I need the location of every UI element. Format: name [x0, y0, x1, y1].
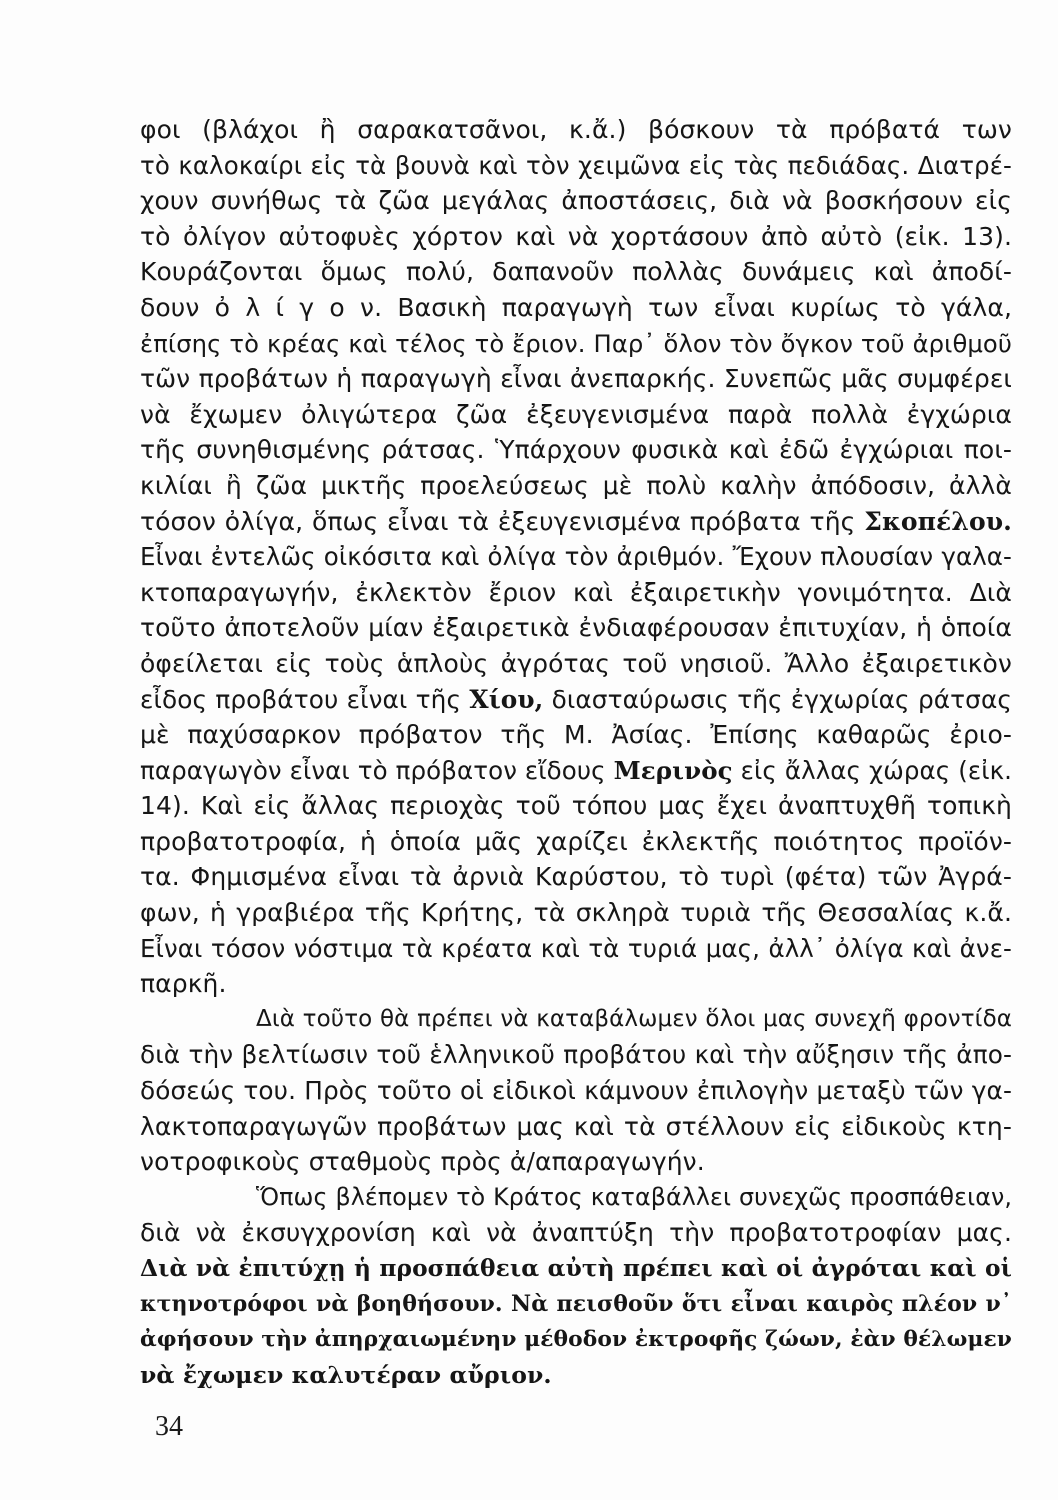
text-segment: τόσον ὀλίγα, ὅπως εἶναι τὰ ἐξευγενισμένα πρόβατα τῆς: [140, 506, 856, 536]
text-line: λακτοπαραγωγῶν προβάτων μας καὶ τὰ στέλλουν εἰς εἰδικοὺς κτη-: [140, 1111, 1012, 1141]
paragraph-state-effort: [140, 1180, 1012, 1394]
text-line: τῆς συνηθισμένης ράτσας. Ὑπάρχουν φυσικὰ καὶ ἐδῶ ἐγχώριαι ποι-: [140, 435, 1012, 465]
bold-text-line: νὰ ἔχωμεν καλυτέραν αὔριον.: [140, 1360, 552, 1389]
text-line: τα. Φημισμένα εἶναι τὰ ἀρνιὰ Καρύστου, τὸ τυρὶ (φέτα) τῶν Ἀγρά-: [140, 862, 1012, 892]
text-segment: παραγωγὸν εἶναι τὸ πρόβατον εἴδους: [140, 755, 606, 785]
text-line: Διὰ τοῦτο θὰ πρέπει νὰ καταβάλωμεν ὅλοι μας συνεχῆ φροντίδα: [256, 1005, 1012, 1032]
text-line: δόσεώς του. Πρὸς τοῦτο οἱ εἰδικοὶ κάμνουν ἐπιλογὴν μεταξὺ τῶν γα-: [140, 1076, 1012, 1106]
body-text: [140, 112, 1012, 1393]
text-segment: διασταύρωσις τῆς ἐγχωρίας ράτσας: [551, 684, 1013, 714]
text-line: φοι (βλάχοι ἢ σαρακατσᾶνοι, κ.ἄ.) βόσκουν τὰ πρόβατά των: [140, 115, 1012, 144]
text-line: τοῦτο ἀποτελοῦν μίαν ἐξαιρετικὰ ἐνδιαφέρουσαν ἐπιτυχίαν, ἡ ὁποία: [140, 613, 1012, 643]
text-line: Ὅπως βλέπομεν τὸ Κράτος καταβάλλει συνεχῶς προσπάθειαν,: [256, 1182, 1012, 1211]
paragraph-improvement: [140, 1002, 1012, 1180]
paragraph-sheep-farming: [140, 112, 1012, 1002]
text-line: τὸ ὀλίγον αὐτοφυὲς χόρτον καὶ νὰ χορτάσουν ἀπὸ αὐτὸ (εἰκ. 13).: [140, 221, 1012, 251]
text-line: παρκῆ.: [140, 969, 227, 999]
text-line: δουν ὀ λ ί γ ο ν. Βασικὴ παραγωγὴ των εἶναι κυρίως τὸ γάλα,: [140, 292, 1012, 322]
page-number: 34: [155, 1411, 183, 1442]
text-line: νὰ ἔχωμεν ὀλιγώτερα ζῶα ἐξευγενισμένα παρὰ πολλὰ ἐγχώρια: [140, 399, 1012, 429]
text-line: Εἶναι τόσον νόστιμα τὰ κρέατα καὶ τὰ τυριά μας, ἀλλ᾽ ὀλίγα καὶ ἀνε-: [140, 933, 1012, 963]
text-line: κιλίαι ἢ ζῶα μικτῆς προελεύσεως μὲ πολὺ καλὴν ἀπόδοσιν, ἀλλὰ: [140, 470, 1012, 500]
text-line: Κουράζονται ὅμως πολύ, δαπανοῦν πολλὰς δυνάμεις καὶ ἀποδί-: [140, 257, 1012, 287]
text-line: Εἶναι ἐντελῶς οἰκόσιτα καὶ ὀλίγα τὸν ἀριθμόν. Ἔχουν πλουσίαν γαλα-: [140, 542, 1012, 572]
text-line: χουν συνήθως τὰ ζῶα μεγάλας ἀποστάσεις, διὰ νὰ βοσκήσουν εἰς: [140, 186, 1012, 216]
emphasis-skopelos: Σκοπέλου.: [864, 506, 1012, 536]
text-line: τῶν προβάτων ἡ παραγωγὴ εἶναι ἀνεπαρκής. Συνεπῶς μᾶς συμφέρει: [140, 364, 1012, 394]
text-line: προβατοτροφία, ἡ ὁποία μᾶς χαρίζει ἐκλεκτῆς ποιότητος προϊόν-: [140, 826, 1012, 856]
bold-text-line: Διὰ νὰ ἐπιτύχῃ ἡ προσπάθεια αὐτὴ πρέπει καὶ οἱ ἀγρόται καὶ οἱ: [140, 1255, 1012, 1282]
text-line: φων, ἡ γραβιέρα τῆς Κρήτης, τὰ σκληρὰ τυριὰ τῆς Θεσσαλίας κ.ἄ.: [140, 898, 1012, 928]
text-line: ὀφείλεται εἰς τοὺς ἁπλοὺς ἀγρότας τοῦ νησιοῦ. Ἄλλο ἐξαιρετικὸν: [140, 648, 1012, 678]
text-line: τὸ καλοκαίρι εἰς τὰ βουνὰ καὶ τὸν χειμῶνα εἰς τὰς πεδιάδας. Διατρέ-: [140, 150, 1012, 180]
text-line: [140, 504, 1012, 540]
text-line: μὲ παχύσαρκον πρόβατον τῆς Μ. Ἀσίας. Ἐπίσης καθαρῶς ἐριο-: [140, 720, 1012, 750]
text-line: [140, 753, 1012, 789]
text-line: διὰ τὴν βελτίωσιν τοῦ ἑλληνικοῦ προβάτου καὶ τὴν αὔξησιν τῆς ἀπο-: [140, 1040, 1012, 1070]
emphasis-merinos: Μερινὸς: [613, 755, 733, 785]
bold-text-line: κτηνοτρόφοι νὰ βοηθήσουν. Νὰ πεισθοῦν ὅτι εἶναι καιρὸς πλέον ν᾽: [140, 1290, 1012, 1317]
text-line: 14). Καὶ εἰς ἄλλας περιοχὰς τοῦ τόπου μας ἔχει ἀναπτυχθῆ τοπικὴ: [140, 791, 1012, 821]
text-line: κτοπαραγωγήν, ἐκλεκτὸν ἔριον καὶ ἐξαιρετικὴν γονιμότητα. Διὰ: [140, 577, 1012, 607]
text-segment: εἶδος προβάτου εἶναι τῆς: [140, 684, 462, 714]
text-line: ἐπίσης τὸ κρέας καὶ τέλος τὸ ἔριον. Παρ᾽ ὅλον τὸν ὄγκον τοῦ ἀριθμοῦ: [140, 328, 1012, 358]
text-line: [140, 682, 1012, 718]
emphasis-chios: Χίου,: [469, 684, 544, 714]
text-line: διὰ νὰ ἐκσυγχρονίση καὶ νὰ ἀναπτύξη τὴν προβατοτροφίαν μας.: [140, 1218, 1012, 1248]
bold-text-line: ἀφήσουν τὴν ἀπηρχαιωμένην μέθοδον ἐκτροφῆς ζώων, ἐὰν θέλωμεν: [140, 1327, 1012, 1353]
text-segment: εἰς ἄλλας χώρας (εἰκ.: [740, 755, 1013, 785]
text-line: νοτροφικοὺς σταθμοὺς πρὸς ἀ/απαραγωγήν.: [140, 1147, 705, 1177]
